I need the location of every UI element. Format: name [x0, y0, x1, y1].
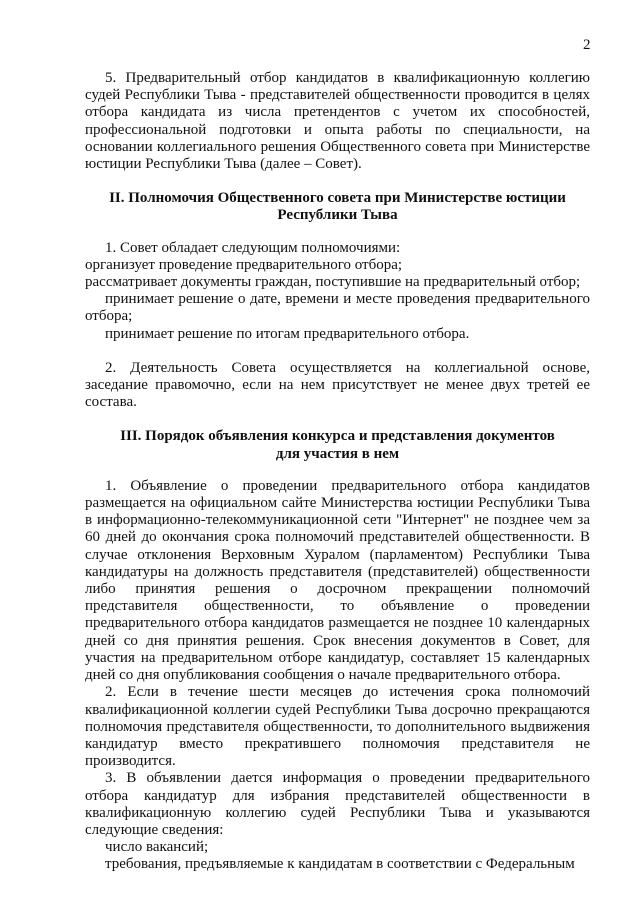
section-3-item-2: 2. Если в течение шести месяцев до истечения срока полномочий квалификационной коллегии судей Республики Тыва досрочно прекращаются полномочия представителя общественности, то дополнительного выдвижения кандидатур вместо прекратившего полномочия представителя не производится. — [85, 684, 590, 770]
section-2-item-1-b: рассматривает документы граждан, поступившие на предварительный отбор; — [85, 274, 581, 291]
section-2-item-1-a: организует проведение предварительного отбора; — [85, 256, 403, 273]
section-3-item-3-a: число вакансий; — [105, 839, 209, 856]
section-2-item-1-intro: 1. Совет обладает следующим полномочиями: — [105, 239, 401, 256]
section-2-heading-line2: Республики Тыва — [277, 207, 398, 224]
section-3-item-1: 1. Объявление о проведении предварительного отбора кандидатов размещается на официальном сайте Министерства юстиции Республики Тыва в информационно-телекоммуникационной сети "Интернет" не позднее чем за 60 дней до окончания срока полномочий представителей общественности. В случае отклонения Верховным Хуралом (парламентом) Республики Тыва кандидатуры на должность представителя (представителей) общественности либо принятия решения о досрочном прекращении полномочий представителя общественности, то объявление о проведении предварительного отбора кандидатов размещается не позднее 10 календарных дней со дня принятия решения. Срок внесения документов в Совет, для участия на предварительном отборе кандидатур, составляет 15 календарных дней со дня опубликования сообщения о начале предварительного отбора. — [85, 477, 590, 684]
section-2-heading — [85, 190, 590, 224]
section-2-item-2: 2. Деятельность Совета осуществляется на коллегиальной основе, заседание правомочно, если на нем присутствует не менее двух третей ее состава. — [85, 359, 590, 411]
page-number: 2 — [583, 37, 591, 53]
section-3-item-3: 3. В объявлении дается информация о проведении предварительного отбора кандидатур для избрания представителей общественности в квалификационную коллегию судей Республики Тыва и указываются следующие сведения: — [85, 770, 590, 838]
section-2-item-1-d: принимает решение по итогам предварительного отбора. — [105, 325, 470, 342]
section-3-heading — [85, 428, 590, 462]
section-2-heading-line1: II. Полномочия Общественного совета при Министерстве юстиции — [109, 190, 566, 207]
section-3-heading-line1: III. Порядок объявления конкурса и представления документов — [120, 428, 555, 445]
paragraph-5: 5. Предварительный отбор кандидатов в квалификационную коллегию судей Республики Тыва - представителей общественности проводится в целях отбора кандидата из числа претендентов с учетом их способностей, профессиональной подготовки и опыта работы по специальности, на основании коллегиального решения Общественного совета при Министерстве юстиции Республики Тыва (далее – Совет). — [85, 70, 590, 173]
document-body — [85, 70, 590, 874]
section-3-heading-line2: для участия в нем — [275, 445, 400, 462]
section-3-item-3-b: требования, предъявляемые к кандидатам в соответствии с Федеральным — [105, 856, 575, 873]
section-2-item-1-c: принимает решение о дате, времени и месте проведения предварительного отбора; — [85, 291, 590, 325]
